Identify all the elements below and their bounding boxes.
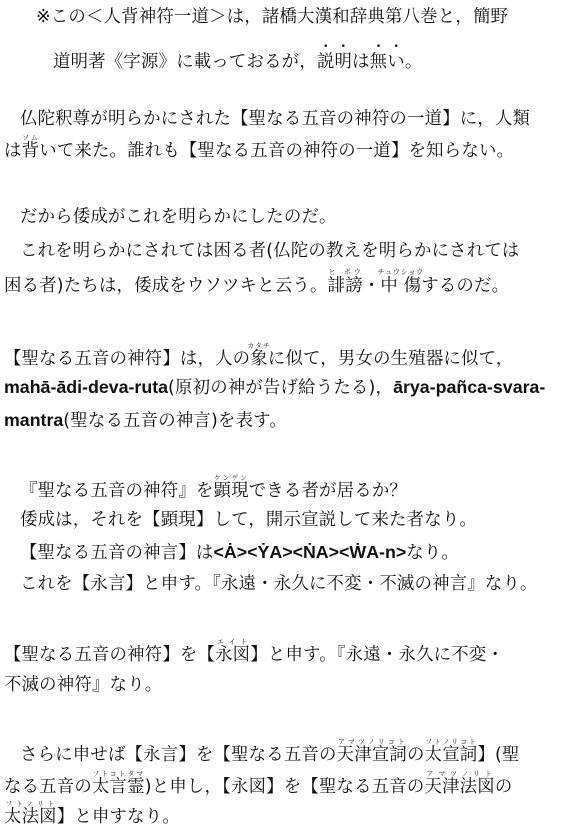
p7-line1-c: の [407, 745, 425, 765]
p5-line4: これを【永言】と申す。『永遠・永久に不変・不滅の神言』なり。 [20, 574, 538, 594]
ruby-katachi-reading: カタチ [247, 342, 271, 350]
p2-line1: 仏陀釈尊が明らかにされた【聖なる五音の神符の一道】に，人類 [20, 109, 531, 129]
p3-line1: だから倭成がこれを明らかにしたのだ。 [20, 207, 337, 227]
p7-line1 [20, 738, 520, 764]
p1-line1: ※この＜人背神符一道＞は，諸橋大漢和辞典第八巻と，簡野 [36, 7, 509, 27]
ruby-somu [21, 134, 40, 161]
ruby-futokototama [91, 770, 145, 797]
p3-line3-a: 困る者)たちは，倭成をウソツキと云う。 [4, 276, 328, 296]
ruby-futonorito [4, 800, 57, 827]
ruby-eito-base: 永図 [215, 645, 251, 665]
p5-line3-a: 【聖なる五音の神言】は [20, 543, 214, 563]
p3-line3-e: するのだ。 [421, 276, 510, 296]
p3-line3-c: ・ [362, 276, 381, 296]
ruby-hibou [327, 268, 363, 296]
p6-line1-c: 】と申す。『永遠・永久に不変・ [250, 645, 505, 665]
p5-line3-c: なり。 [406, 543, 459, 563]
ruby-futokototama-base: 太言霊 [91, 777, 145, 797]
ruby-chuushou-base: 中傷 [377, 276, 425, 296]
ruby-amatsunorikoto-base: 天津宣詞 [336, 745, 408, 765]
ruby-hibou-base: 誹謗 [327, 276, 363, 296]
ruby-somu-base: 背 [21, 141, 40, 161]
p7-line1-a: さらに申せば【永言】を【聖なる五音の [20, 745, 337, 765]
ruby-kengen [213, 474, 249, 501]
p5-line1-c: できる者が居るか？ [248, 481, 408, 501]
p4-line1-c: に似て，男女の生殖器に似て， [267, 349, 514, 369]
ruby-kengen-base: 顕現 [213, 481, 249, 501]
ruby-chuushou-reading: チュウショウ [377, 268, 425, 276]
ruby-katachi-base: 象 [247, 349, 271, 369]
p6-line1 [4, 638, 504, 664]
p7-line3-b: 】と申すなり。 [56, 807, 180, 827]
ruby-somu-reading: ソム [21, 134, 40, 142]
p2-line2 [4, 134, 514, 160]
ruby-amatsunorikoto [336, 738, 408, 765]
ruby-futonorito-base: 太法図 [4, 807, 57, 827]
p3-line2: これを明らかにされては困る者(仏陀の教えを明らかにされては [20, 241, 520, 261]
p7-line2-c: )と申し，【永図】を【聖なる五音の [144, 777, 425, 797]
ruby-hibou-reading: ヒ ボウ [327, 268, 363, 276]
ruby-futonorikoto-reading: フトノリコト [424, 738, 478, 746]
p6-line2: 不滅の神符』なり。 [4, 675, 163, 695]
p4-line3 [4, 411, 287, 430]
ruby-amatsunorito [424, 770, 495, 797]
p4-sanskrit-1: mahā-ādi-deva-ruta [4, 377, 169, 397]
ruby-eito-reading: エイト [215, 638, 251, 646]
p7-line2-a: なる五音の [4, 777, 92, 797]
p1-emph-setsumei: 説明 [316, 52, 353, 72]
p7-line3 [4, 800, 180, 826]
p4-line1-a: 【聖なる五音の神符】は，人の [4, 349, 251, 369]
p4-line3-b: (聖なる五音の神言)を表す。 [63, 411, 287, 431]
p5-line1-a: 『聖なる五音の神符』を [20, 481, 214, 501]
ruby-katachi [247, 342, 271, 369]
ruby-futonorikoto-base: 太宣詞 [424, 745, 478, 765]
p1-line2-e: 。 [404, 52, 423, 72]
p4-sanskrit-2: ārya-pañca-svara- [393, 377, 546, 397]
p6-line1-a: 【聖なる五音の神符】を【 [4, 645, 216, 665]
p1-emph-nai: 無い [369, 52, 405, 72]
p2-line2-c: いて来た。誰れも【聖なる五音の神符の一道】を知らない。 [39, 141, 515, 161]
p2-line2-a: は [4, 141, 22, 161]
p5-line2: 倭成は，それを【顕現】して，開示宣説して来た者なり。 [20, 510, 478, 530]
ruby-futokototama-reading: フトコトタマ [91, 770, 145, 778]
p4-line2-b: (原初の神が告げ給うたる)， [168, 378, 394, 398]
p1-line2 [53, 42, 422, 72]
ruby-amatsunorito-reading: アマツノリト [424, 770, 495, 778]
ruby-futonorito-reading: フトノリト [4, 800, 57, 808]
ruby-amatsunorikoto-reading: アマツノリコト [336, 738, 408, 746]
p1-line2-a: 道明著《字源》に載っておるが， [53, 52, 317, 72]
p5-line3 [20, 543, 459, 562]
ruby-amatsunorito-base: 天津法図 [424, 777, 495, 797]
p5-mantra-syllables: <Ȧ><ẎA><ṄA><ẆA-n> [213, 542, 407, 562]
ruby-kengen-reading: ケンゲン [213, 474, 249, 482]
ruby-futonorikoto [424, 738, 478, 765]
p1-line2-c: は [352, 52, 370, 72]
p7-line2-e: の [494, 777, 513, 797]
p4-line1 [4, 342, 513, 368]
p7-line2 [4, 770, 512, 796]
ruby-eito [215, 638, 251, 665]
p4-sanskrit-3: mantra [4, 410, 64, 430]
p4-line2 [4, 378, 545, 397]
p7-line1-e: 】(聖 [477, 745, 520, 765]
p3-line3 [4, 268, 509, 295]
ruby-chuushou [377, 268, 425, 296]
p5-line1 [20, 474, 407, 500]
